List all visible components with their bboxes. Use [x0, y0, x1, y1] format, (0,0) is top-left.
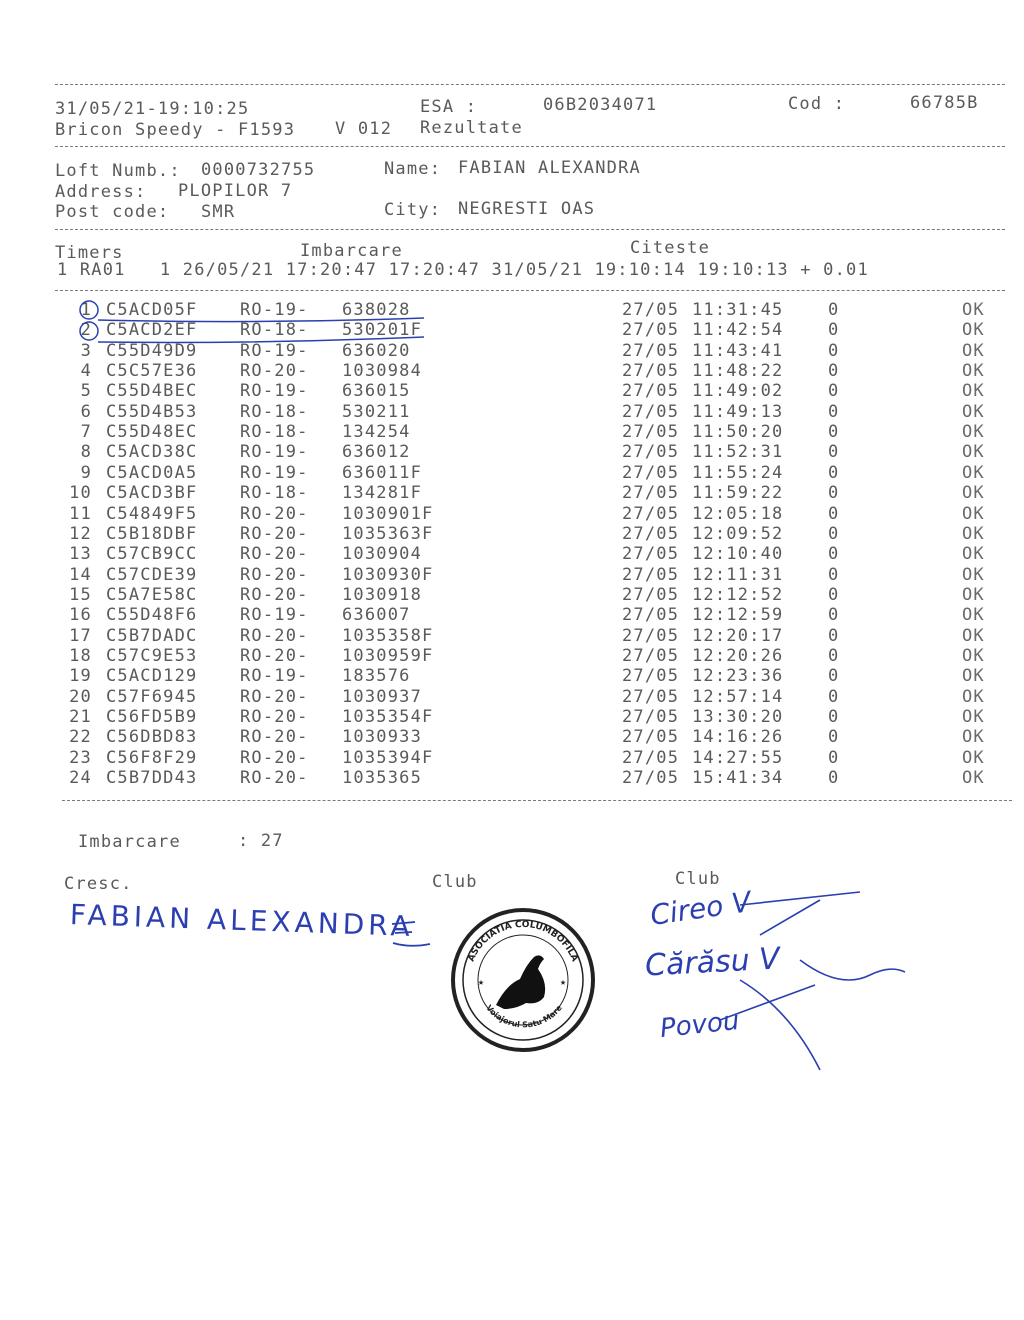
correction: 0 — [828, 320, 840, 341]
ring-number: 1030930F — [342, 564, 434, 585]
arrival-date: 27/05 — [622, 300, 680, 320]
status: OK — [962, 564, 985, 585]
correction: 0 — [828, 503, 840, 524]
ring-prefix: RO-20- — [240, 503, 309, 524]
status: OK — [962, 503, 985, 524]
ring-prefix: RO-19- — [240, 666, 309, 687]
correction: 0 — [828, 401, 840, 422]
status: OK — [962, 645, 985, 666]
ring-prefix: RO-20- — [240, 544, 309, 565]
correction: 0 — [828, 666, 840, 687]
ring-prefix: RO-20- — [240, 707, 309, 727]
arrival-time: 12:12:59 — [692, 605, 784, 626]
arrival-time: 15:41:34 — [692, 768, 784, 789]
svg-text:★: ★ — [560, 977, 567, 988]
status: OK — [962, 523, 985, 544]
correction: 0 — [828, 584, 840, 605]
timer-line: 1 RA01 1 26/05/21 17:20:47 17:20:47 31/05/21 19:10:14 19:10:13 + 0.01 — [57, 260, 869, 280]
ring-number: 636012 — [342, 442, 411, 463]
ring-prefix: RO-19- — [240, 340, 309, 361]
status: OK — [962, 605, 985, 626]
circle-mark-2 — [80, 322, 98, 340]
status: OK — [962, 544, 985, 565]
chip-id: C5ACD0A5 — [106, 462, 198, 483]
status: OK — [962, 381, 985, 402]
address-label: Address: — [55, 182, 147, 202]
correction: 0 — [828, 625, 840, 646]
status: OK — [962, 584, 985, 605]
ring-prefix: RO-20- — [240, 361, 309, 382]
chip-id: C55D48F6 — [106, 605, 198, 626]
loft-number-label: Loft Numb.: — [55, 161, 181, 181]
stamp-bottom-text: Voiajorul Satu Mare — [484, 1003, 564, 1030]
row-number: 2 — [80, 320, 92, 341]
arrival-time: 11:55:24 — [692, 462, 784, 483]
club-signature-stroke — [800, 960, 905, 980]
arrival-time: 12:20:26 — [692, 645, 784, 666]
ring-prefix: RO-20- — [240, 747, 309, 768]
imbarcare-label: Imbarcare — [300, 241, 403, 261]
status: OK — [962, 300, 985, 320]
chip-id: C5ACD129 — [106, 666, 198, 687]
arrival-date: 27/05 — [622, 483, 680, 504]
row-number: 20 — [69, 686, 92, 707]
chip-id: C54849F5 — [106, 503, 198, 524]
status: OK — [962, 686, 985, 707]
ring-number: 636007 — [342, 605, 411, 626]
ring-prefix: RO-20- — [240, 584, 309, 605]
ring-number: 1035363F — [342, 523, 434, 544]
city: NEGRESTI OAS — [458, 199, 596, 219]
status: OK — [962, 625, 985, 646]
arrival-time: 12:23:36 — [692, 666, 784, 687]
chip-id: C5ACD05F — [106, 300, 198, 320]
ring-number: 1030984 — [342, 361, 423, 382]
cod-label: Cod : — [788, 94, 846, 114]
ring-prefix: RO-20- — [240, 768, 309, 789]
ring-number: 636011F — [342, 462, 423, 483]
status: OK — [962, 340, 985, 361]
correction: 0 — [828, 707, 840, 727]
chip-id: C55D4BEC — [106, 381, 198, 402]
correction: 0 — [828, 645, 840, 666]
ring-prefix: RO-19- — [240, 381, 309, 402]
arrival-time: 11:50:20 — [692, 422, 784, 443]
imbarcare-total-value: : 27 — [238, 831, 284, 851]
status: OK — [962, 707, 985, 727]
row-number: 17 — [69, 625, 92, 646]
arrival-date: 27/05 — [622, 625, 680, 646]
arrival-date: 27/05 — [622, 727, 680, 748]
row-number: 5 — [80, 381, 92, 402]
ring-prefix: RO-20- — [240, 645, 309, 666]
arrival-date: 27/05 — [622, 340, 680, 361]
ring-number: 134254 — [342, 422, 411, 443]
arrival-time: 12:20:17 — [692, 625, 784, 646]
correction: 0 — [828, 300, 840, 320]
status: OK — [962, 320, 985, 341]
status: OK — [962, 768, 985, 789]
ring-number: 636015 — [342, 381, 411, 402]
correction: 0 — [828, 544, 840, 565]
handwritten-signature-1: Cireo V — [648, 885, 754, 932]
arrival-date: 27/05 — [622, 747, 680, 768]
chip-id: C5C57E36 — [106, 361, 198, 382]
arrival-time: 12:12:52 — [692, 584, 784, 605]
row-number: 11 — [69, 503, 92, 524]
arrival-date: 27/05 — [622, 401, 680, 422]
esa-label: ESA : — [420, 97, 478, 117]
arrival-date: 27/05 — [622, 361, 680, 382]
ring-prefix: RO-18- — [240, 401, 309, 422]
chip-id: C57CDE39 — [106, 564, 198, 585]
timers-label: Timers — [55, 243, 124, 263]
arrival-date: 27/05 — [622, 381, 680, 402]
chip-id: C57C9E53 — [106, 645, 198, 666]
esa-value: 06B2034071 — [543, 95, 658, 115]
ring-number: 1035365 — [342, 768, 423, 789]
chip-id: C55D48EC — [106, 422, 198, 443]
breeder-signature-label: Cresc. — [64, 874, 133, 894]
arrival-date: 27/05 — [622, 503, 680, 524]
correction: 0 — [828, 442, 840, 463]
arrival-date: 27/05 — [622, 768, 680, 789]
arrival-time: 12:10:40 — [692, 544, 784, 565]
row-number: 7 — [80, 422, 92, 443]
ring-prefix: RO-20- — [240, 564, 309, 585]
arrival-date: 27/05 — [622, 320, 680, 341]
ring-number: 636020 — [342, 340, 411, 361]
ring-prefix: RO-19- — [240, 300, 309, 320]
row-number: 24 — [69, 768, 92, 789]
arrival-time: 11:59:22 — [692, 483, 784, 504]
arrival-time: 11:31:45 — [692, 300, 784, 320]
arrival-time: 11:43:41 — [692, 340, 784, 361]
correction: 0 — [828, 768, 840, 789]
arrival-date: 27/05 — [622, 462, 680, 483]
correction: 0 — [828, 564, 840, 585]
svg-text:Voiajorul Satu Mare — [484, 1003, 564, 1029]
ring-number: 134281F — [342, 483, 423, 504]
arrival-time: 11:49:13 — [692, 401, 784, 422]
chip-id: C5B18DBF — [106, 523, 198, 544]
correction: 0 — [828, 381, 840, 402]
arrival-time: 11:48:22 — [692, 361, 784, 382]
arrival-date: 27/05 — [622, 442, 680, 463]
arrival-time: 12:05:18 — [692, 503, 784, 524]
arrival-date: 27/05 — [622, 645, 680, 666]
chip-id: C5ACD3BF — [106, 483, 198, 504]
ring-number: 1035354F — [342, 707, 434, 727]
arrival-date: 27/05 — [622, 584, 680, 605]
correction: 0 — [828, 727, 840, 748]
ring-prefix: RO-20- — [240, 625, 309, 646]
chip-id: C55D49D9 — [106, 340, 198, 361]
ring-number: 638028 — [342, 300, 411, 320]
club-signature-label-2: Club — [675, 869, 721, 889]
loft-number: 0000732755 — [201, 160, 316, 180]
svg-text:ASOCIATIA COLUMBOFILA — [467, 920, 580, 963]
correction: 0 — [828, 483, 840, 504]
status: OK — [962, 747, 985, 768]
status: OK — [962, 361, 985, 382]
ring-number: 1030933 — [342, 727, 423, 748]
club-signature-label-1: Club — [432, 872, 478, 892]
ring-prefix: RO-20- — [240, 686, 309, 707]
arrival-date: 27/05 — [622, 422, 680, 443]
device-version: V 012 — [335, 119, 393, 139]
circle-mark-1 — [80, 301, 98, 319]
arrival-time: 12:09:52 — [692, 523, 784, 544]
print-datetime: 31/05/21-19:10:25 — [55, 99, 250, 119]
ring-number: 530211 — [342, 401, 411, 422]
row-number: 3 — [80, 340, 92, 361]
arrival-date: 27/05 — [622, 666, 680, 687]
ring-prefix: RO-18- — [240, 320, 309, 341]
handwritten-signature-2: Cărăsu V — [644, 941, 781, 984]
row-number: 8 — [80, 442, 92, 463]
arrival-time: 12:57:14 — [692, 686, 784, 707]
row-number: 13 — [69, 544, 92, 565]
status: OK — [962, 666, 985, 687]
row-number: 15 — [69, 584, 92, 605]
arrival-time: 11:52:31 — [692, 442, 784, 463]
row-number: 22 — [69, 727, 92, 748]
svg-text:★: ★ — [478, 977, 485, 988]
ring-number: 1030901F — [342, 503, 434, 524]
correction: 0 — [828, 422, 840, 443]
name-label: Name: — [384, 159, 442, 179]
underline-mark-1 — [98, 318, 424, 322]
arrival-time: 12:11:31 — [692, 564, 784, 585]
row-number: 1 — [80, 300, 92, 320]
ring-number: 183576 — [342, 666, 411, 687]
row-number: 18 — [69, 645, 92, 666]
row-number: 10 — [69, 483, 92, 504]
chip-id: C5B7DD43 — [106, 768, 198, 789]
underline-mark-2 — [98, 337, 424, 342]
city-label: City: — [384, 200, 442, 220]
row-number: 23 — [69, 747, 92, 768]
row-number: 4 — [80, 361, 92, 382]
ring-prefix: RO-19- — [240, 605, 309, 626]
report-title: Rezultate — [420, 118, 523, 138]
arrival-time: 11:49:02 — [692, 381, 784, 402]
status: OK — [962, 401, 985, 422]
name-squiggle — [392, 922, 430, 946]
arrival-date: 27/05 — [622, 686, 680, 707]
ring-prefix: RO-19- — [240, 462, 309, 483]
chip-id: C56F8F29 — [106, 747, 198, 768]
ring-number: 1030937 — [342, 686, 423, 707]
chip-id: C5B7DADC — [106, 625, 198, 646]
correction: 0 — [828, 361, 840, 382]
correction: 0 — [828, 462, 840, 483]
chip-id: C56FD5B9 — [106, 707, 198, 727]
arrival-time: 14:27:55 — [692, 747, 784, 768]
citeste-label: Citeste — [630, 238, 711, 258]
arrival-date: 27/05 — [622, 605, 680, 626]
postcode: SMR — [201, 202, 236, 222]
arrival-date: 27/05 — [622, 707, 680, 727]
postcode-label: Post code: — [55, 202, 170, 222]
club-stamp — [448, 905, 598, 1055]
chip-id: C55D4B53 — [106, 401, 198, 422]
arrival-date: 27/05 — [622, 564, 680, 585]
arrival-time: 11:42:54 — [692, 320, 784, 341]
imbarcare-total-label: Imbarcare — [78, 832, 181, 852]
row-number: 12 — [69, 523, 92, 544]
cod-value: 66785B — [910, 93, 979, 113]
breeder-name: FABIAN ALEXANDRA — [458, 158, 641, 178]
row-number: 9 — [80, 462, 92, 483]
ring-number: 1030904 — [342, 544, 423, 565]
ring-number: 1035358F — [342, 625, 434, 646]
ring-number: 530201F — [342, 320, 423, 341]
ring-prefix: RO-20- — [240, 727, 309, 748]
stamp-top-text: ASOCIATIA COLUMBOFILA — [466, 919, 580, 964]
address: PLOPILOR 7 — [178, 181, 293, 201]
correction: 0 — [828, 605, 840, 626]
ring-prefix: RO-19- — [240, 442, 309, 463]
arrival-date: 27/05 — [622, 523, 680, 544]
status: OK — [962, 483, 985, 504]
row-number: 19 — [69, 666, 92, 687]
status: OK — [962, 462, 985, 483]
row-number: 6 — [80, 401, 92, 422]
correction: 0 — [828, 747, 840, 768]
handwritten-signature-3: Povou — [658, 1005, 741, 1045]
ring-prefix: RO-18- — [240, 483, 309, 504]
chip-id: C5A7E58C — [106, 584, 198, 605]
status: OK — [962, 442, 985, 463]
pigeon-icon — [496, 955, 545, 1009]
status: OK — [962, 727, 985, 748]
ring-number: 1030918 — [342, 584, 423, 605]
ring-number: 1035394F — [342, 747, 434, 768]
correction: 0 — [828, 340, 840, 361]
correction: 0 — [828, 523, 840, 544]
correction: 0 — [828, 686, 840, 707]
row-number: 14 — [69, 564, 92, 585]
ring-prefix: RO-18- — [240, 422, 309, 443]
chip-id: C56DBD83 — [106, 727, 198, 748]
chip-id: C5ACD38C — [106, 442, 198, 463]
device-name: Bricon Speedy - F1593 — [55, 120, 296, 140]
ring-prefix: RO-20- — [240, 523, 309, 544]
chip-id: C5ACD2EF — [106, 320, 198, 341]
ring-number: 1030959F — [342, 645, 434, 666]
row-number: 16 — [69, 605, 92, 626]
chip-id: C57F6945 — [106, 686, 198, 707]
arrival-date: 27/05 — [622, 544, 680, 565]
status: OK — [962, 422, 985, 443]
arrival-time: 14:16:26 — [692, 727, 784, 748]
arrival-time: 13:30:20 — [692, 707, 784, 727]
handwritten-breeder-name: FABIAN ALEXANDRA — [69, 898, 415, 943]
row-number: 21 — [69, 707, 92, 727]
chip-id: C57CB9CC — [106, 544, 198, 565]
